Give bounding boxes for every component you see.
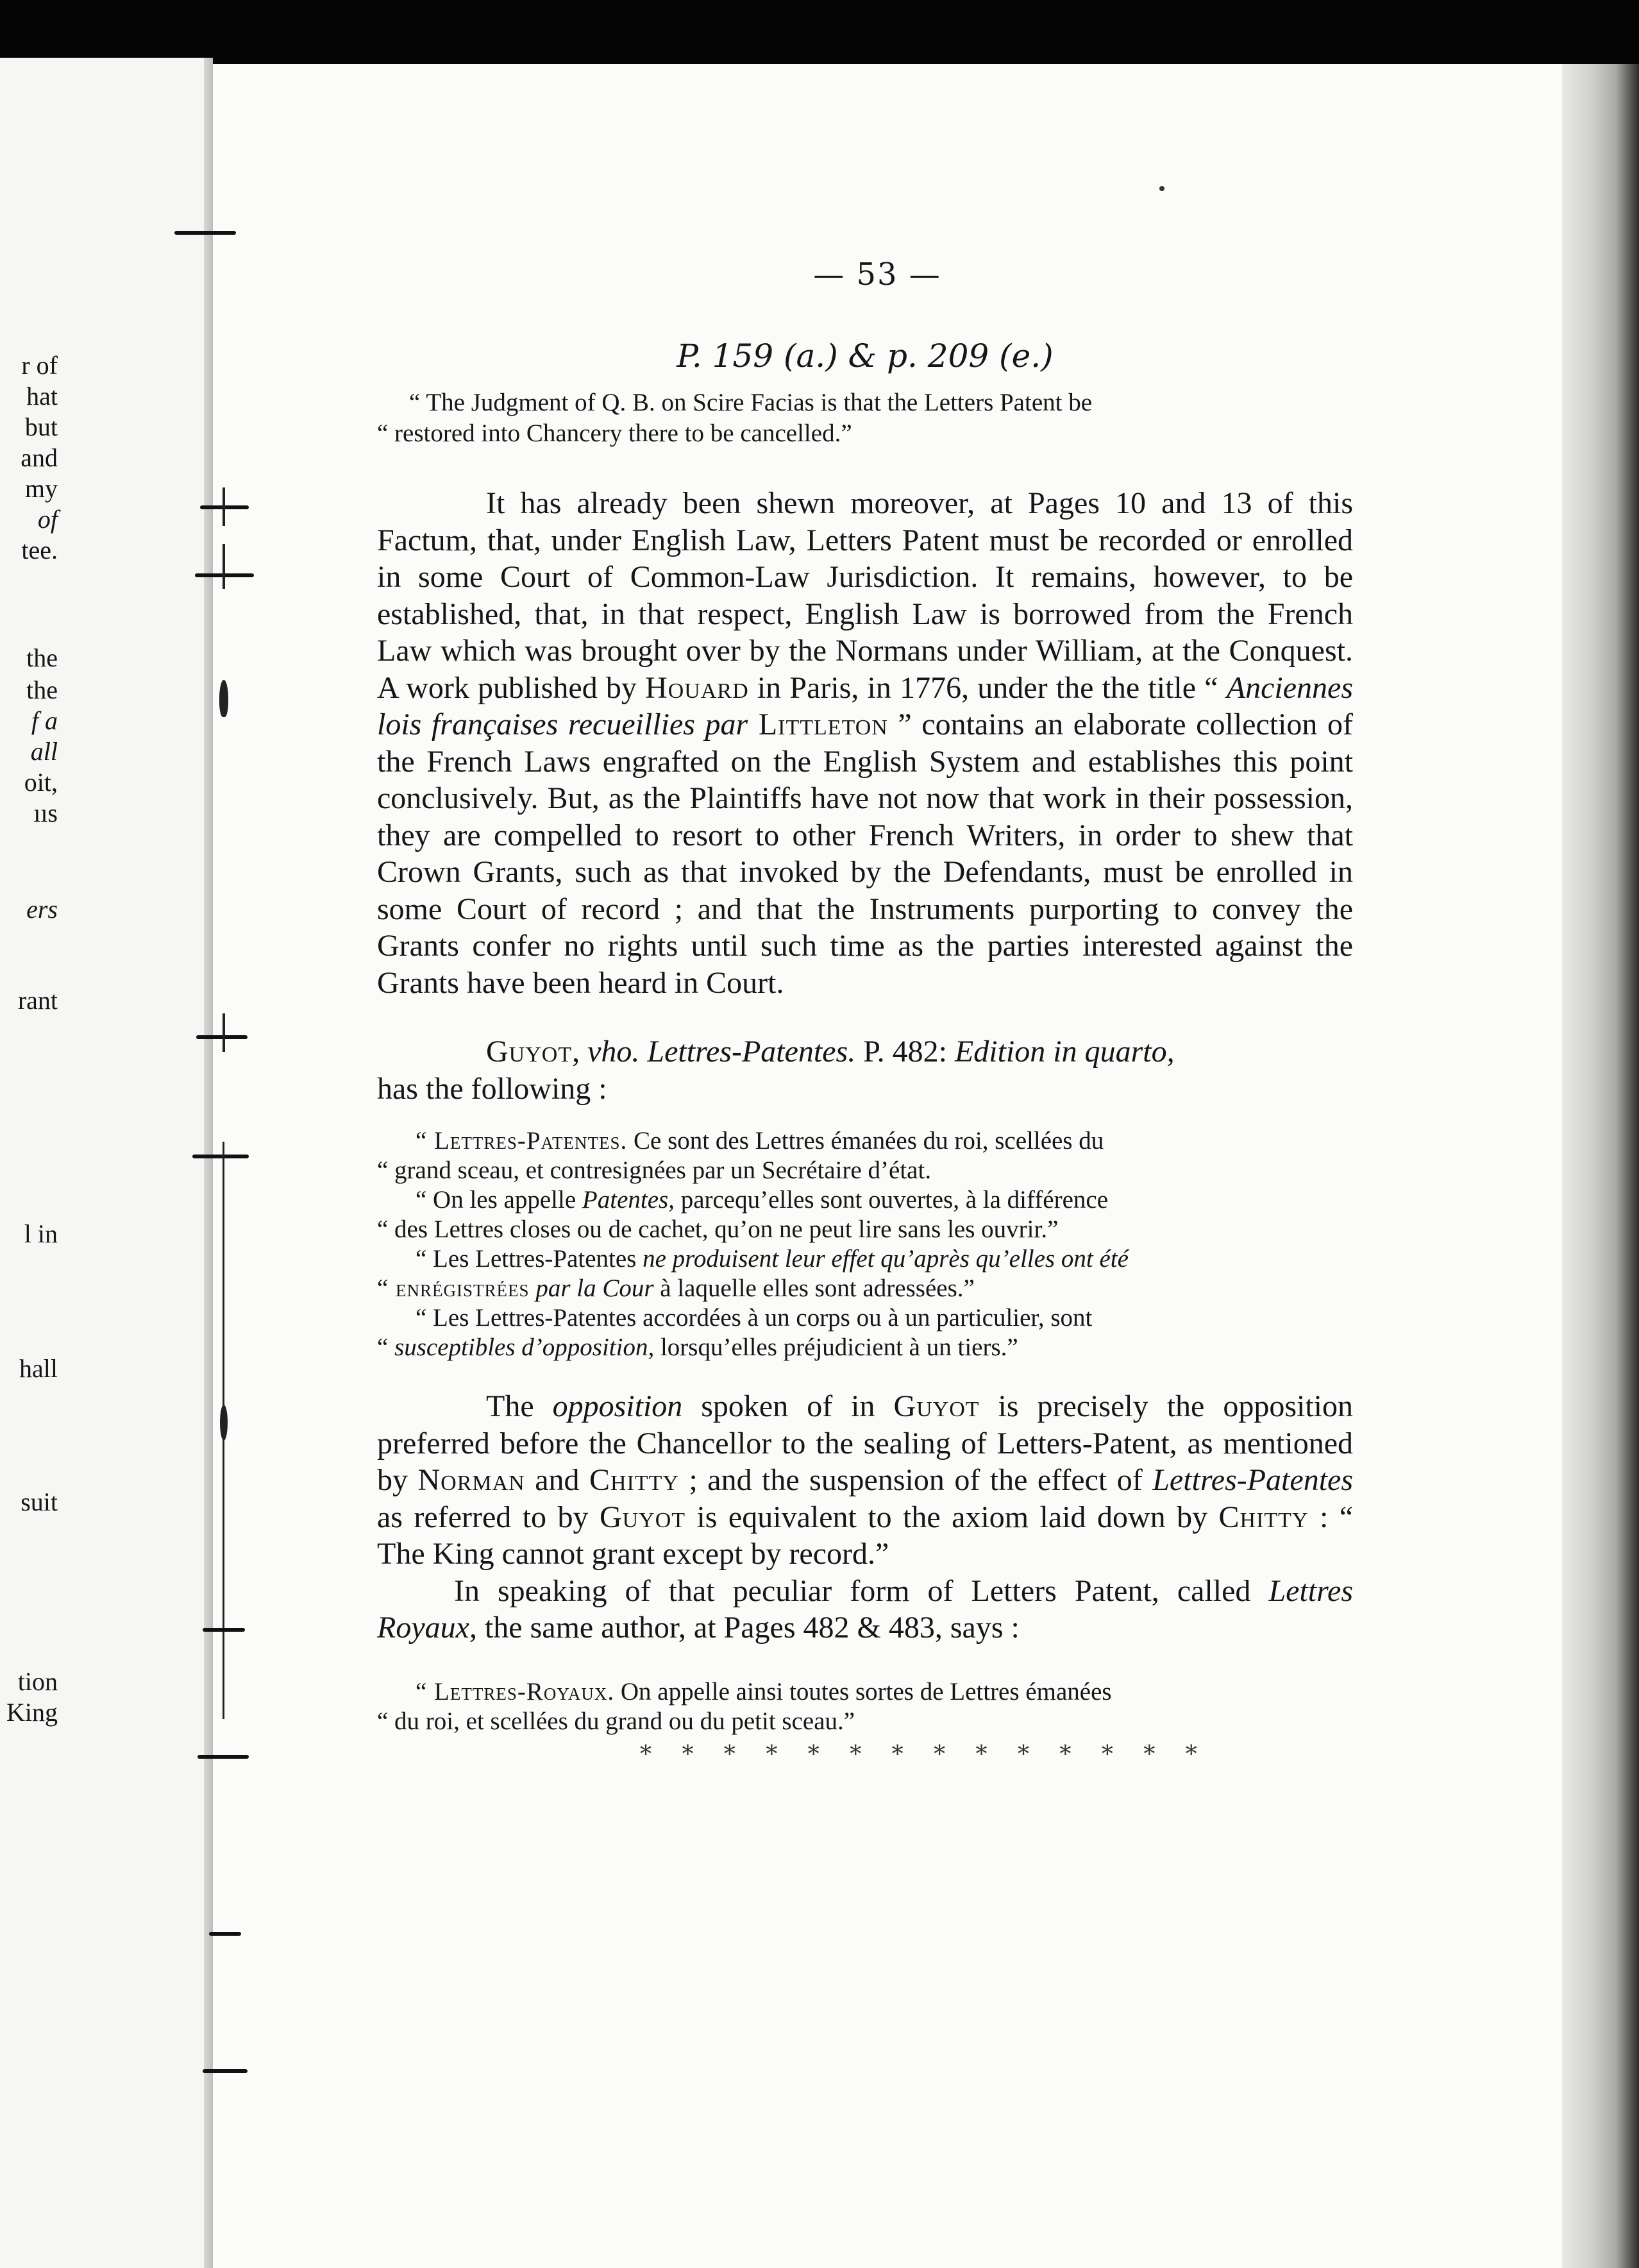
left-fragment: hall <box>19 1354 58 1383</box>
text-run: the same author, at Pages 482 & 483, says : <box>476 1611 1020 1645</box>
quote-line: “ du roi, et scellées du grand ou du petit sceau.” <box>377 1707 855 1735</box>
left-page-text-fragments <box>0 0 58 2268</box>
left-fragment: all <box>30 737 58 766</box>
left-fragment: r of <box>21 351 58 380</box>
text-run: lorsqu’elles préjudicient à un tiers.” <box>654 1333 1018 1361</box>
author-guyot: Guyot <box>486 1035 573 1069</box>
text-run: Ce sont des Lettres émanées du roi, scellées du <box>627 1127 1104 1155</box>
left-fragment: tee. <box>21 536 58 564</box>
binding-thread-mark <box>198 1755 249 1759</box>
quote-lettres-patentes <box>377 1126 1353 1362</box>
text-run: à laquelle elles sont adressées.” <box>653 1274 975 1302</box>
text-run: ” contains an elaborate collection of the French Laws engrafted on the English System and establishes this point conclusively. But, as the Plaintiffs have not now that work in their possession, they are compelled to resort to other French Writers, in order to shew that Crown Grants, such as that invoked by the Defendants, must be enrolled in some Court of record ; and that the Instruments purporting to convey the Grants confer no rights until such time as the parties interested against the Grants have been heard in Court. <box>377 707 1353 1000</box>
left-fragment: the <box>26 643 58 672</box>
quote-line <box>377 1274 1353 1303</box>
paragraph-opposition <box>377 1388 1353 1573</box>
author-guyot: Guyot <box>893 1389 980 1423</box>
left-fragment: oit, <box>24 768 58 797</box>
text-run: in Paris, in 1776, under the the title “ <box>748 670 1227 705</box>
quote-line <box>377 1677 1353 1707</box>
text-run: “ Lettres-Patentes. <box>416 1127 628 1155</box>
text-run: On appelle ainsi toutes sortes de Lettres émanées <box>614 1677 1112 1705</box>
page-edge <box>1562 64 1639 2268</box>
binding-thread-mark <box>223 1013 225 1052</box>
text-run: “ <box>377 1333 395 1361</box>
binding-thread-mark <box>203 2069 248 2073</box>
left-fragment: l in <box>24 1219 58 1248</box>
text-run: : “ The King cannot grant except by record.” <box>377 1500 1354 1571</box>
quote-line <box>377 1185 1353 1215</box>
binding-thread-mark <box>174 231 236 235</box>
author-houard: Houard <box>645 670 749 705</box>
left-fragment: ers <box>26 895 58 924</box>
binding-thread-mark <box>219 680 228 717</box>
paragraph-guyot-ref-cont: has the following : <box>377 1071 607 1106</box>
binding-thread-mark <box>196 1035 248 1039</box>
book-gutter <box>204 58 213 2268</box>
text-run: ; and the suspension of the effect of <box>678 1463 1153 1497</box>
book-title: Anciennes lois françaises recueillies par <box>377 670 1353 741</box>
section-break-stars: * * * * * * * * * * * * * * <box>640 1741 1209 1768</box>
text-run: as referred to by <box>377 1500 600 1534</box>
author-chitty: Chitty <box>589 1463 679 1497</box>
text-run: and <box>525 1463 589 1497</box>
binding-thread-mark <box>220 1405 228 1441</box>
author-littleton: Littleton <box>748 707 888 741</box>
left-fragment: rant <box>17 986 58 1015</box>
text-run: susceptibles d’opposition, <box>394 1333 655 1361</box>
text-run: P. 482: <box>855 1035 955 1069</box>
left-fragment: King <box>6 1698 58 1727</box>
text-run: , <box>572 1035 588 1069</box>
text-run: spoken of in <box>682 1389 894 1423</box>
paragraph-enrolment <box>377 485 1353 1001</box>
quote-line <box>377 1333 1353 1362</box>
paragraph-guyot-ref <box>377 1033 1353 1071</box>
text-run: “ Les Lettres-Patentes <box>416 1245 643 1273</box>
quote-lettres-royaux <box>377 1677 1353 1736</box>
binding-thread-mark <box>203 1628 245 1632</box>
text-run: “ Lettres-Royaux. <box>416 1677 615 1705</box>
body-text <box>377 485 1353 1107</box>
page-number: — 53 — <box>813 257 941 292</box>
quote-line <box>377 1244 1353 1274</box>
text-run: par la Cour <box>529 1274 654 1302</box>
text-run: Patentes, <box>582 1186 675 1214</box>
quote-line: “ restored into Chancery there to be cancelled.” <box>377 419 852 447</box>
binding-thread-mark <box>223 487 225 526</box>
text-run: In speaking of that peculiar form of Letters Patent, called <box>454 1573 1269 1608</box>
author-guyot: Guyot <box>599 1500 686 1534</box>
quote-line: “ Les Lettres-Patentes accordées à un corps ou à un particulier, sont <box>416 1304 1093 1332</box>
author-norman: Norman <box>417 1463 525 1497</box>
left-fragment: tion <box>17 1667 58 1696</box>
body-text-2 <box>377 1388 1353 1646</box>
author-chitty: Chitty <box>1218 1500 1309 1534</box>
left-fragment: hat <box>26 382 58 410</box>
left-fragment: suit <box>21 1487 58 1516</box>
left-fragment: ııs <box>33 799 58 827</box>
left-fragment: of <box>37 505 58 534</box>
paragraph-lettres-royaux <box>377 1573 1353 1646</box>
reference-title: vho. Lettres-Patentes. <box>587 1035 856 1069</box>
text-run: parcequ’elles sont ouvertes, à la différence <box>674 1186 1108 1214</box>
binding-thread-mark <box>192 1155 249 1158</box>
quote-line: “ des Lettres closes ou de cachet, qu’on ne peut lire sans les ouvrir.” <box>377 1215 1059 1243</box>
text-run: is precisely the opposition preferred before the Chancellor to the sealing of Letters-Patent, as mentioned by <box>377 1389 1354 1497</box>
text-run: ne produisent leur effet qu’après qu’elles ont été <box>643 1245 1129 1273</box>
left-fragment: f a <box>31 706 58 735</box>
quote-line: “ grand sceau, et contresignées par un Secrétaire d’état. <box>377 1156 932 1184</box>
text-run: The <box>486 1389 553 1423</box>
text-run: It has already been shewn moreover, at Pages 10 and 13 of this Factum, that, under English Law, Letters Patent must be recorded or enrolled in some Court of Common-Law Jurisdiction. It remains, however, to be established, that, in that respect, English Law is borrowed from the French Law which was brought over by the Normans under William, at the Conquest. A work published by <box>377 486 1353 705</box>
binding-thread-mark <box>223 544 225 589</box>
dust-speck <box>1159 186 1164 191</box>
text-run: “ enrégistrées <box>377 1274 530 1302</box>
left-fragment: and <box>21 443 58 472</box>
binding-thread-mark <box>209 1932 241 1936</box>
quote-line <box>377 1126 1353 1156</box>
text-run: “ On les appelle <box>416 1186 582 1214</box>
section-heading: P. 159 (a.) & p. 209 (e.) <box>677 337 1054 375</box>
text-run: Lettres Royaux, <box>377 1573 1353 1645</box>
page-content <box>377 257 1353 1768</box>
left-fragment: the <box>26 675 58 704</box>
left-fragment: my <box>24 474 58 503</box>
quote-line: “ The Judgment of Q. B. on Scire Facias is that the Letters Patent be <box>409 389 1093 416</box>
text-run: Lettres-Patentes <box>1152 1463 1354 1497</box>
text-run: opposition <box>552 1389 683 1423</box>
edition-note: Edition in quarto, <box>954 1035 1175 1069</box>
quote-judgment <box>377 387 1353 449</box>
left-fragment: but <box>24 412 58 441</box>
text-run: is equivalent to the axiom laid down by <box>685 1500 1219 1534</box>
